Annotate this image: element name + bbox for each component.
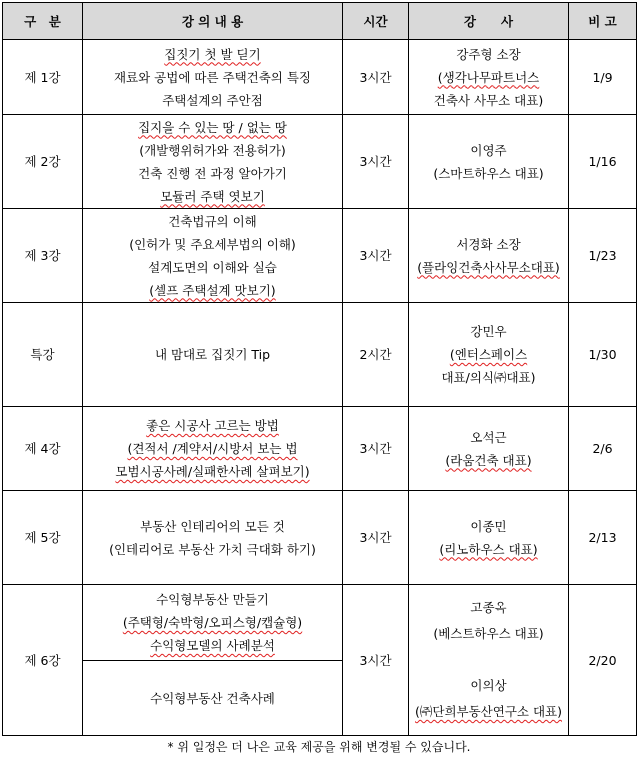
lecturer-line: (㈜단희부동산연구소 대표) bbox=[415, 704, 562, 719]
table-row bbox=[3, 303, 637, 407]
content-cell bbox=[83, 209, 343, 303]
content-line: 건축 진행 전 과정 알아가기 bbox=[138, 165, 287, 181]
footnote: * 위 일정은 더 나은 교육 제공을 위해 변경될 수 있습니다. bbox=[167, 740, 471, 754]
remark-cell: 2/20 bbox=[569, 585, 637, 736]
lecturer-line: 이종민 bbox=[470, 518, 507, 534]
table-row bbox=[3, 209, 637, 303]
lecturer-cell bbox=[409, 585, 569, 736]
time-cell: 3시간 bbox=[343, 585, 409, 736]
header-content: 강 의 내 용 bbox=[83, 3, 343, 40]
time-cell: 3시간 bbox=[343, 115, 409, 209]
content-cell bbox=[83, 40, 343, 115]
content-line: 재료와 공법에 따른 주택건축의 특징 bbox=[113, 69, 312, 85]
lecturer-line: 강주형 소장 bbox=[456, 46, 521, 62]
remark-cell: 1/9 bbox=[569, 40, 637, 115]
content-cell bbox=[83, 115, 343, 209]
content-line: 집짓기 첫 발 딛기 bbox=[164, 46, 261, 62]
content-line: (견적서 /계약서/시방서 보는 법 bbox=[127, 441, 298, 456]
lecturer-line: (생각나무파트너스 bbox=[437, 69, 540, 85]
time-cell: 3시간 bbox=[343, 40, 409, 115]
content-line: 부동산 인테리어의 모든 것 bbox=[140, 518, 285, 534]
content-cell bbox=[83, 491, 343, 585]
time-cell: 3시간 bbox=[343, 209, 409, 303]
lecturer-line: (플라잉건축사사무소대표) bbox=[417, 259, 560, 275]
lecturer-cell bbox=[409, 209, 569, 303]
lecturer-cell bbox=[409, 115, 569, 209]
header-lecturer: 강 사 bbox=[409, 3, 569, 40]
content-line: 수익형부동산 만들기 bbox=[156, 592, 269, 607]
content-line: 설계도면의 이해와 실습 bbox=[148, 259, 277, 275]
lecturer-line: (스마트하우스 대표) bbox=[433, 165, 544, 181]
content-line: (인허가 및 주요세부법의 이해) bbox=[129, 236, 296, 252]
session-cell: 제 4강 bbox=[3, 407, 83, 491]
content-line: 내 맘대로 집짓기 Tip bbox=[154, 347, 271, 362]
lecturer-cell bbox=[409, 407, 569, 491]
content-line: (인테리어로 부동산 가치 극대화 하기) bbox=[109, 541, 316, 557]
content-line: 모범시공사례/실패한사례 살펴보기) bbox=[115, 464, 310, 479]
content-line: 모듈러 주택 엿보기 bbox=[160, 188, 265, 204]
lecturer-line: 이의상 bbox=[470, 678, 507, 693]
content-line: (주택형/숙박형/오피스형/캡슐형) bbox=[122, 615, 303, 630]
lecturer-line: 이영주 bbox=[470, 142, 507, 158]
table-row bbox=[3, 115, 637, 209]
lecturer-line: 고종옥 bbox=[470, 600, 507, 615]
table-row bbox=[3, 585, 637, 661]
header-time: 시간 bbox=[343, 3, 409, 40]
header-gubun: 구 분 bbox=[3, 3, 83, 40]
lecturer-cell bbox=[409, 303, 569, 407]
content-line: 수익형부동산 건축사례 bbox=[150, 690, 275, 706]
lecturer-line: (라움건축 대표) bbox=[445, 452, 532, 468]
time-cell: 3시간 bbox=[343, 491, 409, 585]
session-cell: 제 3강 bbox=[3, 209, 83, 303]
content-line: 수익형모델의 사례분석 bbox=[150, 638, 275, 653]
session-cell: 제 6강 bbox=[3, 585, 83, 736]
table-row bbox=[3, 407, 637, 491]
session-cell: 제 5강 bbox=[3, 491, 83, 585]
remark-cell: 2/6 bbox=[569, 407, 637, 491]
remark-cell: 1/30 bbox=[569, 303, 637, 407]
time-cell: 2시간 bbox=[343, 303, 409, 407]
lecturer-line: 건축사 사무소 대표) bbox=[433, 92, 544, 108]
content-line: (셀프 주택설계 맛보기) bbox=[149, 282, 276, 298]
content-line: (개발행위허가와 전용허가) bbox=[139, 142, 286, 158]
lecturer-cell bbox=[409, 491, 569, 585]
table-row bbox=[3, 40, 637, 115]
lecturer-line: (리노하우스 대표) bbox=[439, 541, 538, 557]
header-remark: 비 고 bbox=[569, 3, 637, 40]
lecturer-cell bbox=[409, 40, 569, 115]
session-cell: 제 2강 bbox=[3, 115, 83, 209]
table-row bbox=[3, 491, 637, 585]
content-line: 건축법규의 이해 bbox=[168, 213, 257, 229]
session-cell: 제 1강 bbox=[3, 40, 83, 115]
content-cell bbox=[83, 303, 343, 407]
remark-cell: 1/23 bbox=[569, 209, 637, 303]
session-cell: 특강 bbox=[3, 303, 83, 407]
content-line: 주택설계의 주안점 bbox=[162, 92, 263, 108]
content-cell bbox=[83, 661, 343, 736]
header-row bbox=[3, 3, 637, 40]
lecturer-line: 강민우 bbox=[470, 324, 507, 339]
schedule-table bbox=[2, 2, 637, 736]
lecturer-line: (엔터스페이스 bbox=[449, 347, 528, 362]
lecturer-line: (베스트하우스 대표) bbox=[433, 626, 544, 641]
content-line: 좋은 시공사 고르는 방법 bbox=[146, 418, 279, 433]
remark-cell: 1/16 bbox=[569, 115, 637, 209]
remark-cell: 2/13 bbox=[569, 491, 637, 585]
content-cell bbox=[83, 585, 343, 661]
lecturer-line: 서경화 소장 bbox=[456, 236, 521, 252]
lecturer-line: 대표/의식㈜대표) bbox=[441, 370, 536, 385]
content-line: 집지을 수 있는 땅 / 없는 땅 bbox=[138, 119, 287, 135]
time-cell: 3시간 bbox=[343, 407, 409, 491]
content-cell bbox=[83, 407, 343, 491]
lecturer-spacer bbox=[409, 647, 568, 673]
lecturer-line: 오석근 bbox=[470, 429, 507, 445]
